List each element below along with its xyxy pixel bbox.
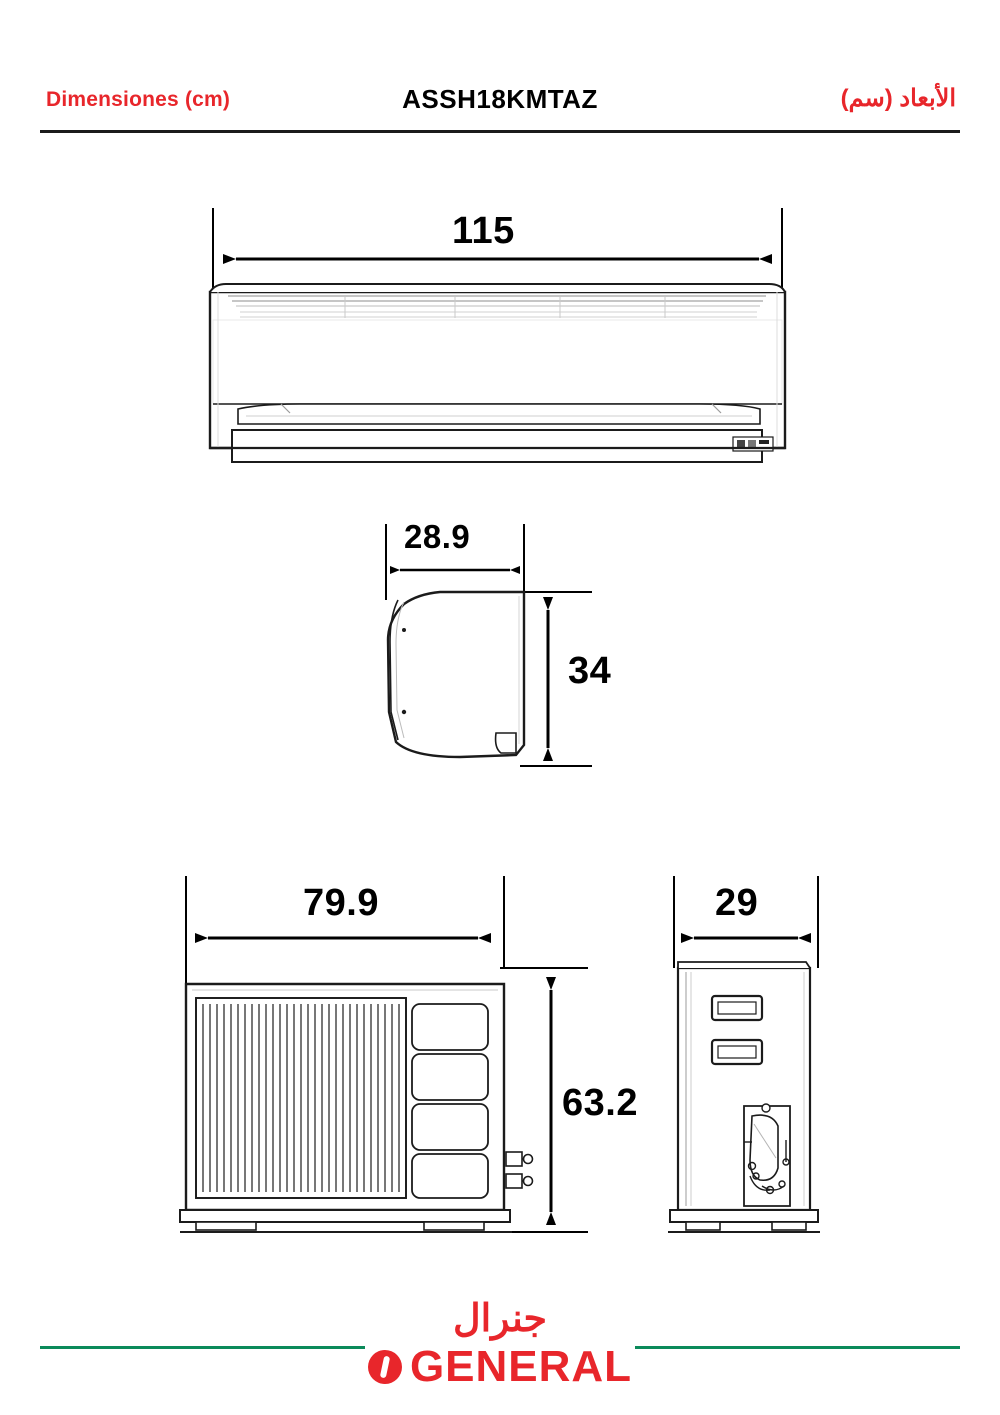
header-divider [40, 130, 960, 133]
page-header [40, 78, 960, 134]
outdoor-width-dimension-label: 79.9 [303, 882, 379, 924]
indoor-unit-side-view [386, 524, 592, 766]
header-left-label: Dimensiones (cm) [46, 88, 231, 111]
outdoor-depth-dimension-label: 29 [715, 882, 759, 924]
model-number: ASSH18KMTAZ [402, 84, 598, 114]
brand-name-arabic: جنرال [452, 1298, 548, 1340]
indoor-depth-dimension-label: 28.9 [404, 518, 471, 555]
header-right-label-arabic: الأبعاد (سم) [840, 85, 956, 112]
brand-logo [290, 1300, 710, 1392]
outdoor-unit-front-view [180, 876, 588, 1232]
outdoor-height-dimension-label: 63.2 [562, 1082, 638, 1124]
outdoor-unit-side-view [668, 876, 820, 1232]
indoor-width-dimension-label: 115 [452, 210, 515, 252]
page-footer [40, 1300, 960, 1400]
brand-name-latin: GENERAL [409, 1341, 633, 1391]
indoor-height-dimension-label: 34 [568, 650, 612, 692]
general-logo-icon [368, 1350, 402, 1384]
